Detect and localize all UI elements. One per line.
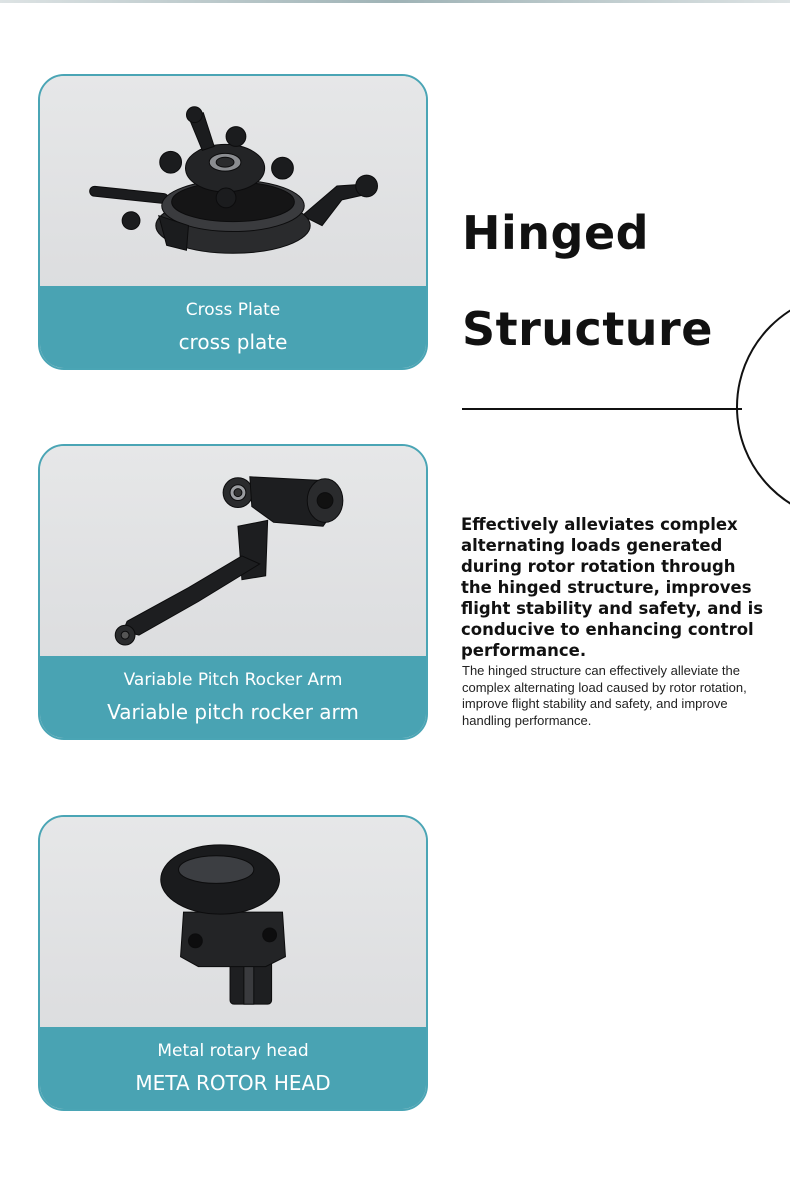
cross-plate-label-band bbox=[40, 286, 426, 368]
heading-line-2: Structure bbox=[462, 302, 713, 356]
card-subtitle: Variable pitch rocker arm bbox=[107, 700, 359, 724]
heading-line-1: Hinged bbox=[462, 206, 650, 260]
rocker-arm-label-band bbox=[40, 656, 426, 738]
top-divider bbox=[0, 0, 790, 3]
card-subtitle: META ROTOR HEAD bbox=[135, 1071, 331, 1095]
cross-plate-image bbox=[40, 76, 426, 292]
card-title: Cross Plate bbox=[185, 300, 281, 320]
rotor-head-image bbox=[40, 817, 426, 1033]
product-card-rocker-arm bbox=[38, 444, 428, 740]
rotor-head-label-band bbox=[40, 1027, 426, 1109]
decorative-circle bbox=[736, 292, 790, 522]
rocker-arm-image bbox=[40, 446, 426, 662]
description-small: The hinged structure can effectively alleviate the complex alternating load caused by rotor rotation, improve flight stability and safety, and improve handling performance. bbox=[462, 663, 747, 728]
heading-divider bbox=[462, 408, 742, 410]
description-bold: Effectively alleviates complex alternating loads generated during rotor rotation through the hinged structure, improves flight stability and safety, and is conducive to enhancing control performance. bbox=[461, 515, 764, 660]
card-title: Variable Pitch Rocker Arm bbox=[123, 670, 343, 690]
card-subtitle: cross plate bbox=[178, 330, 288, 354]
card-title: Metal rotary head bbox=[157, 1041, 309, 1061]
product-card-cross-plate bbox=[38, 74, 428, 370]
product-card-rotor-head bbox=[38, 815, 428, 1111]
